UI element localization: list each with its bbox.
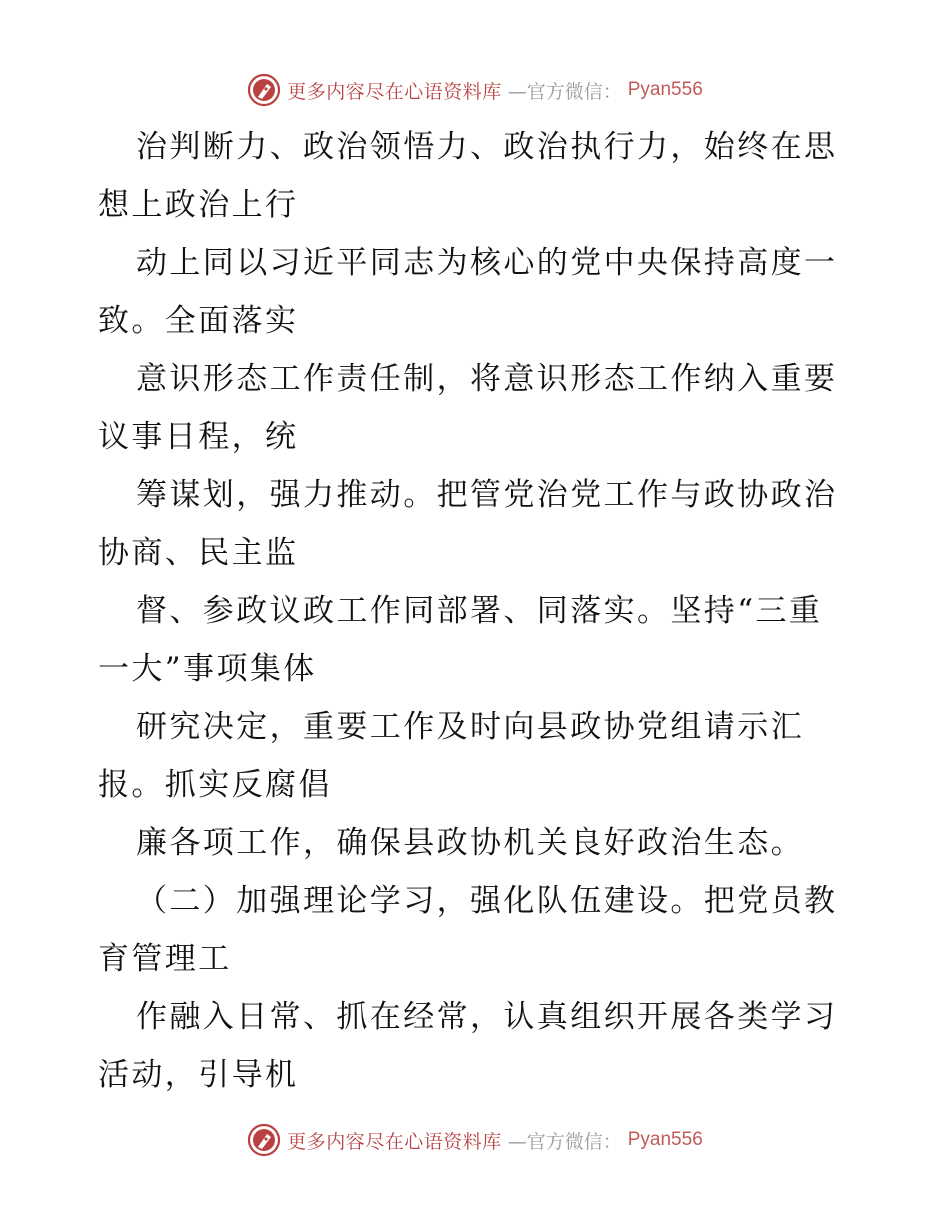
paragraph-line: 意识形态工作责任制，将意识形态工作纳入重要 bbox=[136, 361, 838, 397]
paragraph-line: 动上同以习近平同志为核心的党中央保持高度一 bbox=[136, 245, 838, 281]
document-body bbox=[98, 118, 858, 1104]
watermark-brand-text: 更多内容尽在心语资料库 bbox=[287, 1130, 502, 1153]
header-watermark bbox=[0, 70, 950, 110]
pen-nib-logo-icon bbox=[247, 1123, 281, 1157]
paragraph-line: 致。全面落实 bbox=[98, 303, 299, 339]
section-heading-line: （二）加强理论学习，强化队伍建设。把党员教 bbox=[136, 883, 838, 919]
paragraph-line: 治判断力、政治领悟力、政治执行力，始终在思 bbox=[136, 129, 838, 165]
watermark-account-id: Pyan556 bbox=[627, 1129, 703, 1150]
paragraph-line: 廉各项工作，确保县政协机关良好政治生态。 bbox=[136, 825, 804, 861]
footer-watermark bbox=[0, 1120, 950, 1160]
paragraph-line: 议事日程，统 bbox=[98, 419, 299, 455]
paragraph-line: 协商、民主监 bbox=[98, 535, 299, 571]
paragraph-line: 作融入日常、抓在经常，认真组织开展各类学习 bbox=[136, 999, 838, 1035]
paragraph-line: 育管理工 bbox=[98, 941, 232, 977]
watermark-separator: —官方微信： bbox=[507, 1130, 622, 1153]
paragraph-line: 研究决定，重要工作及时向县政协党组请示汇 bbox=[136, 709, 804, 745]
paragraph-line: 想上政治上行 bbox=[98, 187, 299, 223]
paragraph-line: 筹谋划，强力推动。把管党治党工作与政协政治 bbox=[136, 477, 838, 513]
paragraph-line: 活动，引导机 bbox=[98, 1057, 299, 1093]
watermark-brand-text: 更多内容尽在心语资料库 bbox=[287, 80, 502, 103]
paragraph-line: 督、参政议政工作同部署、同落实。坚持“三重 bbox=[136, 593, 823, 629]
paragraph-line: 一大”事项集体 bbox=[98, 651, 317, 687]
watermark-account-id: Pyan556 bbox=[627, 79, 703, 100]
pen-nib-logo-icon bbox=[247, 73, 281, 107]
watermark-separator: —官方微信： bbox=[507, 80, 622, 103]
paragraph-line: 报。抓实反腐倡 bbox=[98, 767, 332, 803]
